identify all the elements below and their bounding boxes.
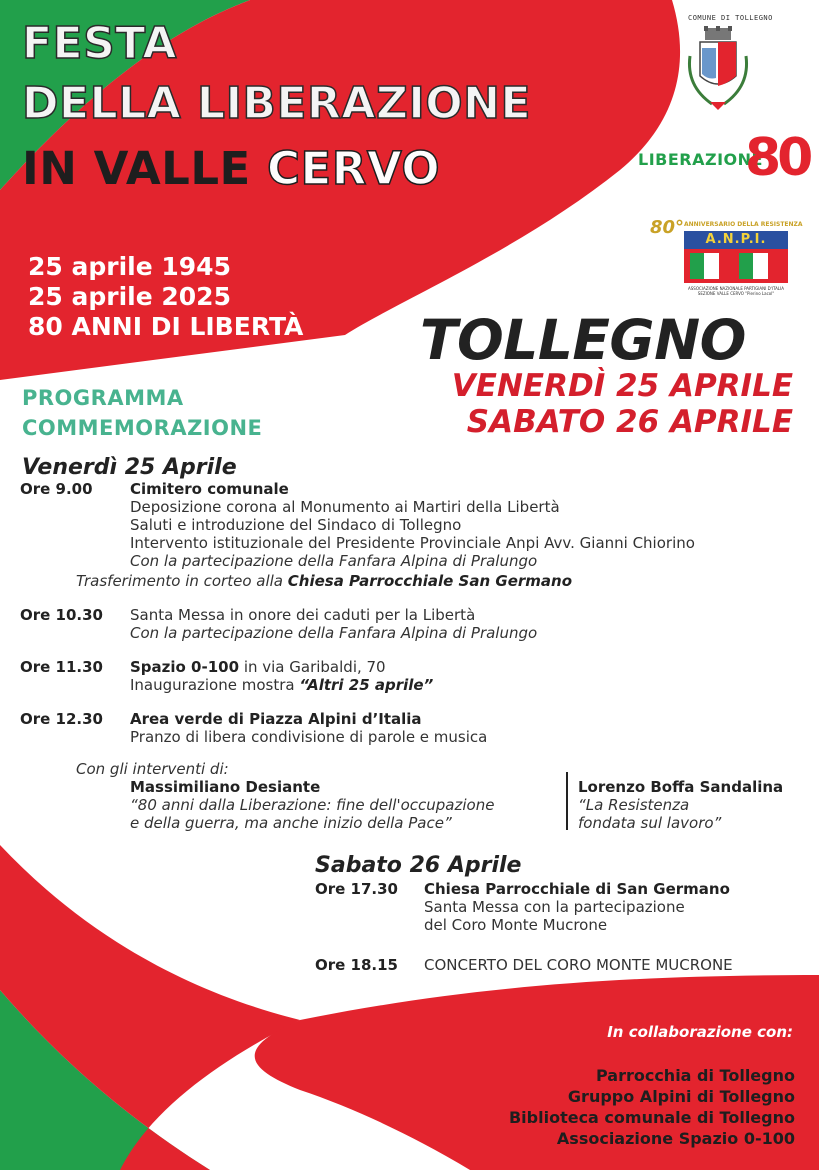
partner-alpini: Gruppo Alpini di Tollegno — [567, 1087, 795, 1106]
partners-list — [509, 1065, 795, 1149]
speaker-2-name: Lorenzo Boffa Sandalina — [578, 778, 784, 796]
collab-label: In collaborazione con: — [607, 1023, 793, 1041]
saturday-e2-time: Ore 18.15 — [315, 956, 398, 974]
title-cervo: CERVO — [266, 142, 441, 195]
friday-e2-line1: Santa Messa in onore dei caduti per la Libertà — [130, 606, 476, 624]
anni-liberta: 80 ANNI DI LIBERTÀ — [28, 312, 304, 341]
friday-e1-line3: Intervento istituzionale del Presidente Provinciale Anpi Avv. Gianni Chiorino — [130, 534, 695, 552]
speaker-1-line2: e della guerra, ma anche inizio della Pace” — [130, 814, 452, 832]
friday-heading: Venerdì 25 Aprile — [22, 455, 237, 480]
friday-e1-line4: Con la partecipazione della Fanfara Alpina di Pralungo — [130, 552, 538, 570]
partner-spazio: Associazione Spazio 0-100 — [556, 1129, 795, 1148]
friday-event-2 — [130, 606, 537, 642]
date-2025: 25 aprile 2025 — [28, 282, 231, 311]
liberazione-text: LIBERAZIONE — [638, 150, 763, 169]
friday-e3-line2a: Inaugurazione mostra — [130, 676, 300, 694]
friday-e4-title: Area verde di Piazza Alpini d’Italia — [130, 710, 422, 728]
anpi-badge — [684, 231, 788, 283]
programma-heading — [22, 383, 262, 443]
saturday-e1-line2: del Coro Monte Mucrone — [424, 916, 608, 934]
partner-biblioteca: Biblioteca comunale di Tollegno — [508, 1108, 795, 1127]
title-line-2: DELLA LIBERAZIONE — [22, 78, 532, 129]
saturday-e1-line1: Santa Messa con la partecipazione — [424, 898, 685, 916]
friday-e3-title-rest: in via Garibaldi, 70 — [239, 658, 386, 676]
friday-e1-time: Ore 9.00 — [20, 480, 93, 498]
anpi-flags — [690, 253, 782, 279]
title-in-valle: IN VALLE — [22, 142, 251, 195]
saturday-e2-title: CONCERTO DEL CORO MONTE MUCRONE — [424, 956, 733, 974]
event-day-2: SABATO 26 APRILE — [466, 404, 793, 440]
title-line-3 — [22, 142, 441, 195]
town-name: TOLLEGNO — [420, 308, 746, 372]
friday-e2-time: Ore 10.30 — [20, 606, 103, 624]
programma-line-2: COMMEMORAZIONE — [22, 416, 263, 440]
speaker-1-line1: “80 anni dalla Liberazione: fine dell'occupazione — [130, 796, 495, 814]
transfer-text: Trasferimento in corteo alla — [76, 572, 288, 590]
anpi-name: A.N.P.I. — [684, 231, 788, 249]
friday-event-1 — [130, 480, 800, 570]
speaker-1 — [130, 778, 560, 832]
friday-e4-time: Ore 12.30 — [20, 710, 103, 728]
anpi-sub-2: SEZIONE VALLE CERVO "Pierino Lacol" — [697, 291, 775, 296]
friday-event-4 — [130, 710, 487, 746]
programma-line-1: PROGRAMMA — [22, 386, 184, 410]
anpi-80-number: 80° — [650, 217, 685, 238]
anpi-subtitle — [684, 286, 788, 296]
friday-e1-line2: Saluti e introduzione del Sindaco di Tollegno — [130, 516, 462, 534]
speaker-2-line1: “La Resistenza — [578, 796, 690, 814]
anpi-anniversary-text: ANNIVERSARIO DELLA RESISTENZA — [684, 221, 803, 228]
transfer-destination: Chiesa Parrocchiale San Germano — [287, 572, 573, 590]
saturday-heading: Sabato 26 Aprile — [315, 853, 522, 878]
friday-e2-line2: Con la partecipazione della Fanfara Alpina di Pralungo — [130, 624, 538, 642]
speaker-2-line2: fondata sul lavoro” — [578, 814, 722, 832]
anpi-logo — [650, 217, 803, 299]
saturday-e1-title: Chiesa Parrocchiale di San Germano — [424, 880, 730, 898]
liberazione80-number: 80 — [745, 128, 810, 188]
speakers-intro: Con gli interventi di: — [76, 760, 229, 778]
saturday-e1-time: Ore 17.30 — [315, 880, 398, 898]
speaker-1-name: Massimiliano Desiante — [130, 778, 321, 796]
friday-e1-title: Cimitero comunale — [130, 480, 289, 498]
event-day-1: VENERDÌ 25 APRILE — [451, 368, 793, 404]
speaker-divider — [566, 772, 568, 830]
comune-coat-of-arms-icon — [682, 26, 754, 116]
title-line-1: FESTA — [22, 18, 177, 69]
partner-parrocchia: Parrocchia di Tollegno — [595, 1066, 795, 1085]
saturday-event-1 — [424, 880, 730, 934]
comune-label: COMUNE DI TOLLEGNO — [688, 14, 773, 22]
friday-e3-time: Ore 11.30 — [20, 658, 103, 676]
anpi-sub-1: ASSOCIAZIONE NAZIONALE PARTIGIANI D'ITALIA — [688, 286, 784, 291]
date-1945: 25 aprile 1945 — [28, 252, 231, 281]
friday-transfer — [76, 572, 572, 590]
speaker-2 — [578, 778, 783, 832]
event-days — [452, 368, 793, 440]
friday-e1-line1: Deposizione corona al Monumento ai Martiri della Libertà — [130, 498, 560, 516]
friday-event-3 — [130, 658, 433, 694]
dates-block — [28, 252, 303, 342]
friday-e4-line1: Pranzo di libera condivisione di parole e musica — [130, 728, 488, 746]
friday-e3-line2b: “Altri 25 aprile” — [299, 676, 434, 694]
friday-e3-title: Spazio 0-100 — [130, 658, 240, 676]
